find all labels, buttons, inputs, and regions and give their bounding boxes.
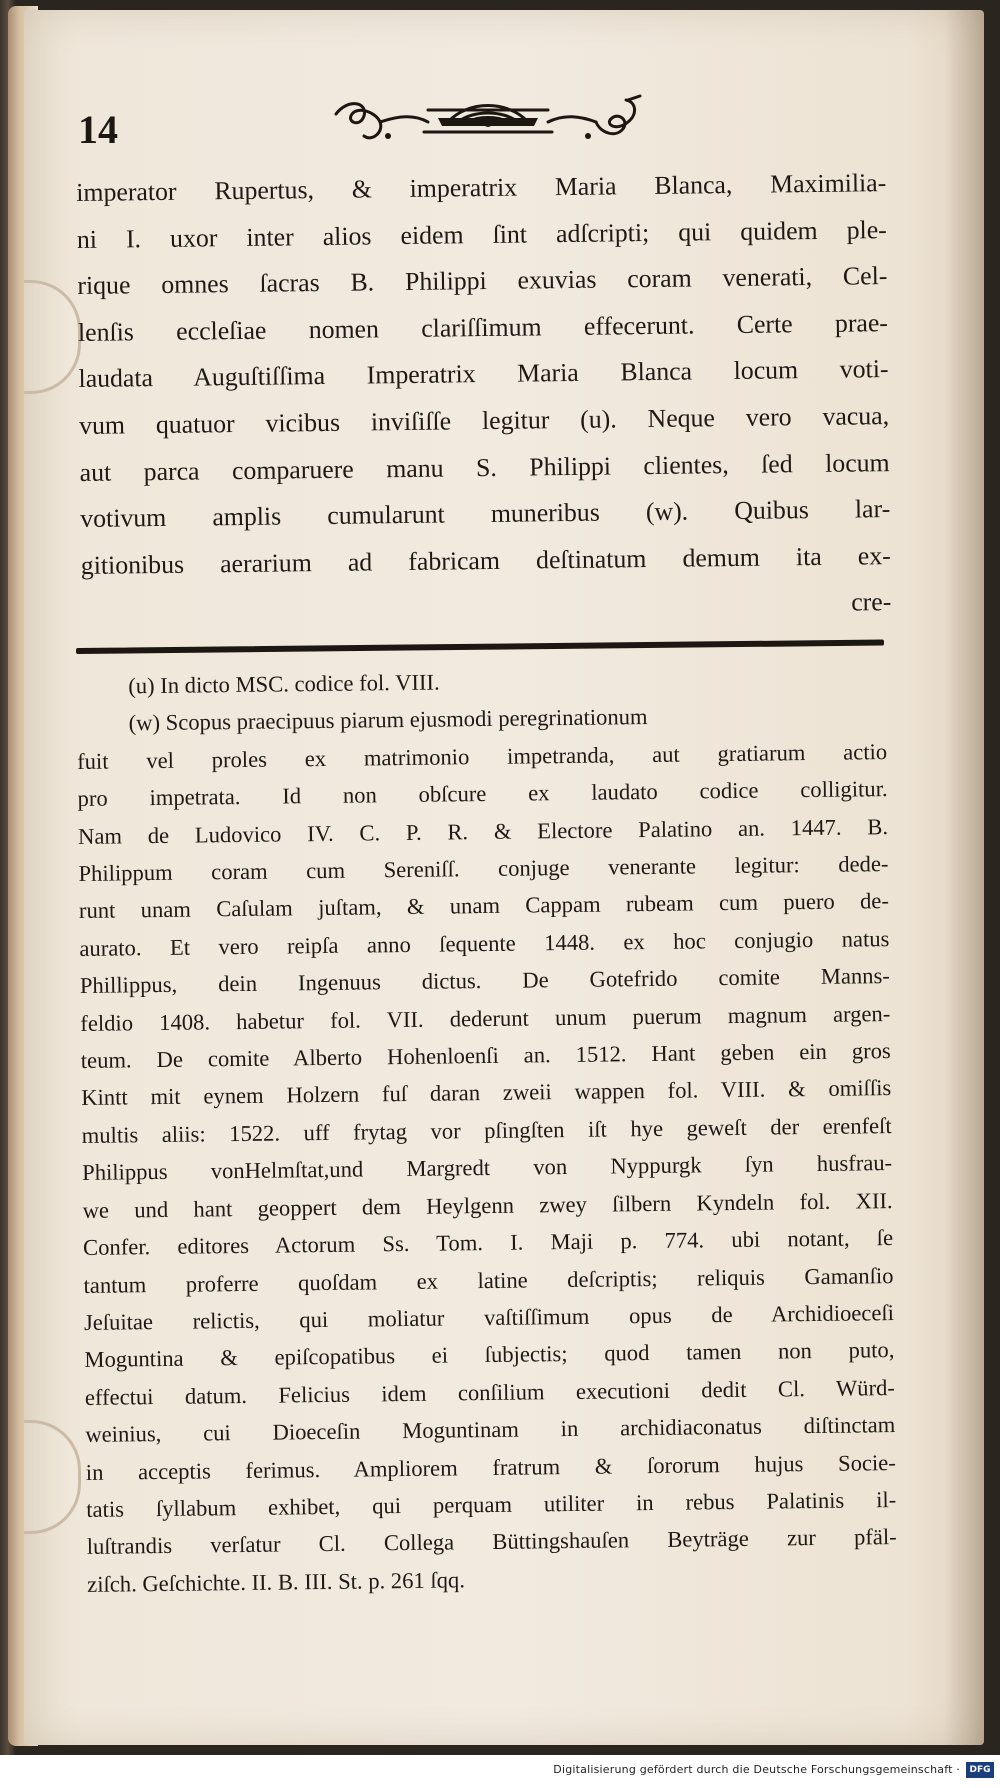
footnote-line: luſtrandis verſatur Cl. Collega Büttingshauſen Beyträge zur pfäl-	[86, 1524, 897, 1560]
footnote-line: aurato. Et vero reipſa anno ſequente 1448. ex hoc conjugio natus	[79, 925, 890, 961]
text-line: vum quatuor vicibus inviſiſſe legitur (u). Neque vero vacua,	[78, 401, 890, 440]
dfg-logo-icon: DFG	[966, 1762, 994, 1778]
footnotes	[76, 658, 897, 1603]
footnote-line: effectui datum. Felicius idem conſilium executioni dedit Cl. Würd-	[84, 1374, 896, 1410]
text-line: imperator Rupertus, & imperatrix Maria Blanca, Maximilia-	[76, 168, 887, 207]
decorative-headpiece-icon	[328, 92, 648, 154]
text-line: ni I. uxor inter alios eidem ſint adſcripti; qui quidem ple-	[76, 214, 887, 254]
footnote-line: Jeſuitae relictis, qui moliatur vaſtiſſimum opus de Archidioeceſi	[83, 1299, 895, 1335]
funding-credit: Digitalisierung gefördert durch die Deutsche Forschungsgemeinschaft ·	[553, 1763, 960, 1776]
footnote-line: Nam de Ludovico IV. C. P. R. & Electore Palatino an. 1447. B.	[77, 813, 889, 849]
text-line: gitionibus aerarium ad fabricam deſtinatum demum ita ex-	[80, 540, 891, 580]
footnote-line: runt unam Caſulam juſtam, & unam Cappam rubeam cum puero de-	[78, 888, 890, 924]
footnote-u: (u) In dicto MSC. codice fol. VIII.	[128, 669, 440, 699]
ring-tab-lower	[24, 1420, 81, 1534]
footnote-line: Philippus vonHelmſtat,und Margredt von Nyppurgk ſyn husfrau-	[82, 1150, 893, 1186]
footnote-line: ziſch. Geſchichte. II. B. III. St. p. 261 ſqq.	[87, 1567, 466, 1597]
footnote-line: Philippum coram cum Sereniſſ. conjuge venerante legitur: dede-	[78, 851, 889, 887]
footnote-line: Phillippus, dein Ingenuus dictus. De Gotefrido comite Manns-	[79, 963, 890, 999]
footnote-line: pro impetrata. Id non obſcure ex laudato codice colligitur.	[77, 776, 888, 812]
footnote-line: weinius, cui Dioeceſin Moguntinam in archidiaconatus diſtinctam	[85, 1412, 896, 1448]
footer-bar	[0, 1755, 1000, 1788]
footnote-line: we und hant geoppert dem Heylgenn zwey ſilbern Kyndeln fol. XII.	[82, 1187, 893, 1223]
footnote-line: tantum proferre quoſdam ex latine deſcriptis; reliquis Gamanſio	[83, 1262, 894, 1298]
main-text	[76, 160, 892, 636]
text-line: votivum amplis cumularunt muneribus (w). Quibus lar-	[80, 494, 891, 534]
page-number: 14	[78, 107, 118, 152]
footnote-line: multis aliis: 1522. uff frytag vor pſingſten iſt hye geweſt der erenfeſt	[81, 1112, 892, 1148]
footnote-line: Moguntina & epiſcopatibus ei ſubjectis; quod tamen non puto,	[84, 1337, 895, 1373]
footnote-line: tatis ſyllabum exhibet, qui perquam utiliter in rebus Palatinis il-	[86, 1486, 897, 1522]
ring-tab-upper	[24, 280, 81, 394]
footnote-line: feldio 1408. habetur fol. VII. dederunt unum puerum magnum argen-	[80, 1000, 891, 1036]
text-line: aut parca comparuere manu S. Philippi clientes, ſed locum	[79, 447, 890, 487]
footnote-line: in acceptis ferimus. Ampliorem fratrum & ſororum hujus Socie-	[85, 1449, 896, 1485]
footnote-line: Confer. editores Actorum Ss. Tom. I. Maji p. 774. ubi notant, ſe	[82, 1225, 894, 1261]
footnote-line: Kintt mit eynem Holzern fuſ daran zweii wappen fol. VIII. & omiſſis	[81, 1075, 892, 1111]
footnote-line: teum. De comite Alberto Hohenloenſi an. 1512. Hant geben ein gros	[80, 1038, 891, 1074]
page-gutter-shadow	[944, 10, 984, 1745]
text-line: laudata Auguſtiſſima Imperatrix Maria Blanca locum voti-	[78, 354, 889, 394]
catchword: cre-	[851, 587, 892, 617]
footnote-w: (w) Scopus praecipuus piarum ejusmodi peregrinationum	[128, 704, 648, 736]
text-line: rique omnes ſacras B. Philippi exuvias coram venerati, Cel-	[77, 261, 888, 301]
footnote-line: fuit vel proles ex matrimonio impetranda, aut gratiarum actio	[76, 738, 888, 774]
text-line: lenſis eccleſiae nomen clariſſimum effecerunt. Certe prae-	[77, 307, 889, 347]
